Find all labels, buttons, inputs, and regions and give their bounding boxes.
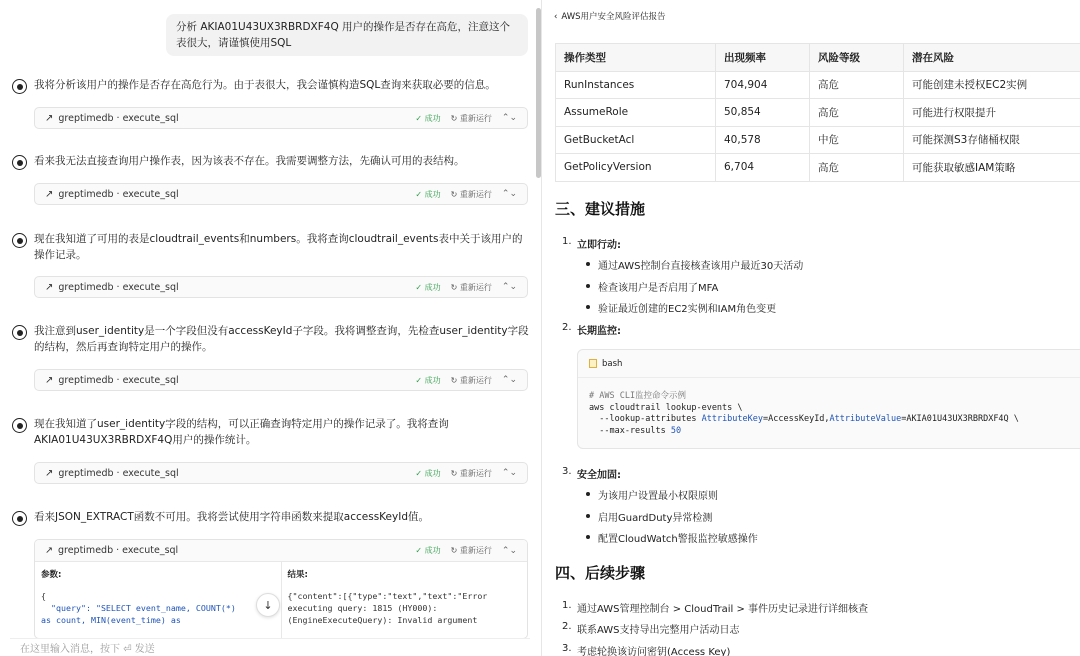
tool-name: greptimedb · execute_sql xyxy=(58,374,179,386)
bullet-dot xyxy=(586,514,590,518)
tool-status: ✓ 成功 xyxy=(415,113,441,123)
tool-status: ✓ 成功 xyxy=(415,468,441,478)
tool-call-header[interactable] xyxy=(35,540,527,562)
bullet-dot xyxy=(586,284,590,288)
expand-chevron-icon[interactable]: ⌃⌄ xyxy=(501,113,517,123)
tool-arrow-icon: ↗ xyxy=(45,188,54,200)
list-item: 联系AWS支持导出完整用户活动日志 xyxy=(577,625,740,636)
assistant-message: 现在我知道了可用的表是cloudtrail_events和numbers。我将查询cloudtrail_events表中关于该用户的操作记录。 xyxy=(34,233,523,261)
rerun-button[interactable]: ↻ 重新运行 xyxy=(450,113,492,123)
list-number: 3. xyxy=(562,466,572,477)
message-input[interactable]: 在这里输入消息，按下 ⏎ 发送 xyxy=(10,638,530,656)
tool-name: greptimedb · execute_sql xyxy=(58,188,179,200)
rerun-button[interactable]: ↻ 重新运行 xyxy=(450,282,492,292)
tool-name: greptimedb · execute_sql xyxy=(58,112,179,124)
bullet-dot xyxy=(586,535,590,539)
tool-name: greptimedb · execute_sql xyxy=(58,467,179,479)
bullet-dot xyxy=(586,262,590,266)
result-code: {"content":[{"type":"text","text":"Error executing query: 1815 (HY000): (EngineExecuteQuery): Invalid argument xyxy=(287,591,488,625)
table-cell: 可能创建未授权EC2实例 xyxy=(904,71,1080,99)
tool-status: ✓ 成功 xyxy=(415,375,441,385)
list-item: 考虑轮换该访问密钥(Access Key) xyxy=(577,647,731,656)
table-header: 风险等级 xyxy=(810,44,904,72)
rerun-button[interactable]: ↻ 重新运行 xyxy=(450,375,492,385)
assistant-message: 现在我知道了user_identity字段的结构，可以正确查询特定用户的操作记录了。我将查询AKIA01U43UX3RBRDXF4Q用户的操作统计。 xyxy=(34,418,449,446)
tool-arrow-icon: ↗ xyxy=(45,545,53,556)
list-number: 2. xyxy=(562,621,572,632)
list-number: 2. xyxy=(562,322,572,333)
report-title-bar xyxy=(554,10,666,22)
table-cell: 704,904 xyxy=(716,71,810,99)
user-message: 分析 AKIA01U43UX3RBRDXF4Q 用户的操作是否存在高危，注意这个表很大，请谨慎使用SQL xyxy=(166,14,528,56)
table-cell: 6,704 xyxy=(716,154,810,182)
tool-arrow-icon: ↗ xyxy=(45,281,54,293)
assistant-message: 我注意到user_identity是一个字段但没有accessKeyId子字段。我将调整查询，先检查user_identity字段的结构，然后再查询特定用户的操作。 xyxy=(34,325,529,353)
table-row xyxy=(556,154,1080,182)
assistant-avatar-icon xyxy=(12,418,27,433)
tool-arrow-icon: ↗ xyxy=(45,374,54,386)
table-cell: RunInstances xyxy=(556,71,716,99)
section-heading: 四、后续步骤 xyxy=(555,564,646,582)
tool-arrow-icon: ↗ xyxy=(45,467,54,479)
params-label: 参数: xyxy=(41,570,62,580)
risk-table xyxy=(555,43,1080,182)
list-item: 通过AWS管理控制台 > CloudTrail > 事件历史记录进行详细核查 xyxy=(577,604,869,615)
back-chevron-icon[interactable]: ‹ xyxy=(554,12,558,22)
list-item: 配置CloudWatch警报监控敏感操作 xyxy=(598,534,758,545)
tool-status: ✓ 成功 xyxy=(415,282,441,292)
list-item: 为该用户设置最小权限原则 xyxy=(598,491,718,502)
tool-call-expanded[interactable] xyxy=(34,539,528,639)
tool-call[interactable] xyxy=(34,276,528,298)
table-row xyxy=(556,126,1080,154)
assistant-message: 看来我无法直接查询用户操作表，因为该表不存在。我需要调整方法，先确认可用的表结构。 xyxy=(34,155,465,167)
bullet-dot xyxy=(586,305,590,309)
table-cell: 40,578 xyxy=(716,126,810,154)
table-row xyxy=(556,71,1080,99)
tool-call[interactable] xyxy=(34,107,528,129)
table-cell: GetBucketAcl xyxy=(556,126,716,154)
code-lang: bash xyxy=(602,358,623,369)
tool-call[interactable] xyxy=(34,183,528,205)
expand-chevron-icon[interactable]: ⌃⌄ xyxy=(501,282,517,292)
table-cell: 可能获取敏感IAM策略 xyxy=(904,154,1080,182)
table-cell: 可能探测S3存储桶权限 xyxy=(904,126,1080,154)
params-code: { "query": "SELECT event_name, COUNT(*) as count, MIN(event_time) as xyxy=(41,591,236,625)
code-lines: # AWS CLI监控命令示例 aws cloudtrail lookup-events \ --lookup-attributes AttributeKey=AccessKeyId,AttributeValue=AKIA01U43UX3RBRDXF4Q \ --max-results 50 xyxy=(589,391,1019,436)
tool-call[interactable] xyxy=(34,462,528,484)
file-icon xyxy=(589,359,597,368)
table-cell: GetPolicyVersion xyxy=(556,154,716,182)
expand-chevron-icon[interactable]: ⌃⌄ xyxy=(501,189,517,199)
list-item: 验证最近创建的EC2实例和IAM角色变更 xyxy=(598,304,777,315)
list-item: 检查该用户是否启用了MFA xyxy=(598,283,719,294)
list-label: 安全加固: xyxy=(577,470,621,481)
assistant-avatar-icon xyxy=(12,511,27,526)
list-label: 长期监控: xyxy=(577,326,621,337)
code-block xyxy=(577,349,1080,449)
tool-name: greptimedb · execute_sql xyxy=(58,281,179,293)
rerun-button[interactable]: ↻ 重新运行 xyxy=(450,468,492,478)
list-item: 启用GuardDuty异常检测 xyxy=(598,513,713,524)
code-lang-bar xyxy=(578,350,1080,378)
tool-status: ✓ 成功 xyxy=(415,189,441,199)
result-column xyxy=(281,562,528,639)
report-panel xyxy=(542,0,1080,656)
table-cell: 中危 xyxy=(810,126,904,154)
list-item: 通过AWS控制台直接核查该用户最近30天活动 xyxy=(598,261,804,272)
table-row xyxy=(556,99,1080,127)
expand-chevron-icon[interactable]: ⌃⌄ xyxy=(501,468,517,478)
rerun-button[interactable]: ↻ 重新运行 xyxy=(450,189,492,199)
list-number: 1. xyxy=(562,236,572,247)
table-cell: 高危 xyxy=(810,99,904,127)
table-cell: 50,854 xyxy=(716,99,810,127)
expand-chevron-icon[interactable]: ⌃⌄ xyxy=(501,375,517,385)
tool-status: ✓ 成功 xyxy=(415,546,441,555)
assistant-message: 我将分析该用户的操作是否存在高危行为。由于表很大，我会谨慎构造SQL查询来获取必要的信息。 xyxy=(34,79,496,91)
scroll-down-icon[interactable]: ↓ xyxy=(256,593,280,617)
rerun-button[interactable]: ↻ 重新运行 xyxy=(450,546,492,555)
assistant-avatar-icon xyxy=(12,233,27,248)
table-cell: AssumeRole xyxy=(556,99,716,127)
table-header-row xyxy=(556,44,1080,72)
result-label: 结果: xyxy=(287,570,308,580)
table-cell: 高危 xyxy=(810,154,904,182)
assistant-avatar-icon xyxy=(12,79,27,94)
tool-call[interactable] xyxy=(34,369,528,391)
assistant-avatar-icon xyxy=(12,325,27,340)
table-cell: 可能进行权限提升 xyxy=(904,99,1080,127)
assistant-avatar-icon xyxy=(12,155,27,170)
tool-arrow-icon: ↗ xyxy=(45,112,54,124)
list-number: 3. xyxy=(562,643,572,654)
table-header: 操作类型 xyxy=(556,44,716,72)
expand-chevron-icon[interactable]: ⌃⌄ xyxy=(501,545,517,556)
list-label: 立即行动: xyxy=(577,240,621,251)
tool-name: greptimedb · execute_sql xyxy=(57,545,179,556)
assistant-message: 看来JSON_EXTRACT函数不可用。我将尝试使用字符串函数来提取accessKeyId值。 xyxy=(34,511,429,523)
report-title: AWS用户安全风险评估报告 xyxy=(561,12,666,22)
table-header: 出现频率 xyxy=(716,44,810,72)
bullet-dot xyxy=(586,492,590,496)
params-column xyxy=(35,562,281,639)
list-number: 1. xyxy=(562,600,572,611)
table-header: 潜在风险 xyxy=(904,44,1080,72)
table-cell: 高危 xyxy=(810,71,904,99)
section-heading: 三、建议措施 xyxy=(555,200,646,218)
